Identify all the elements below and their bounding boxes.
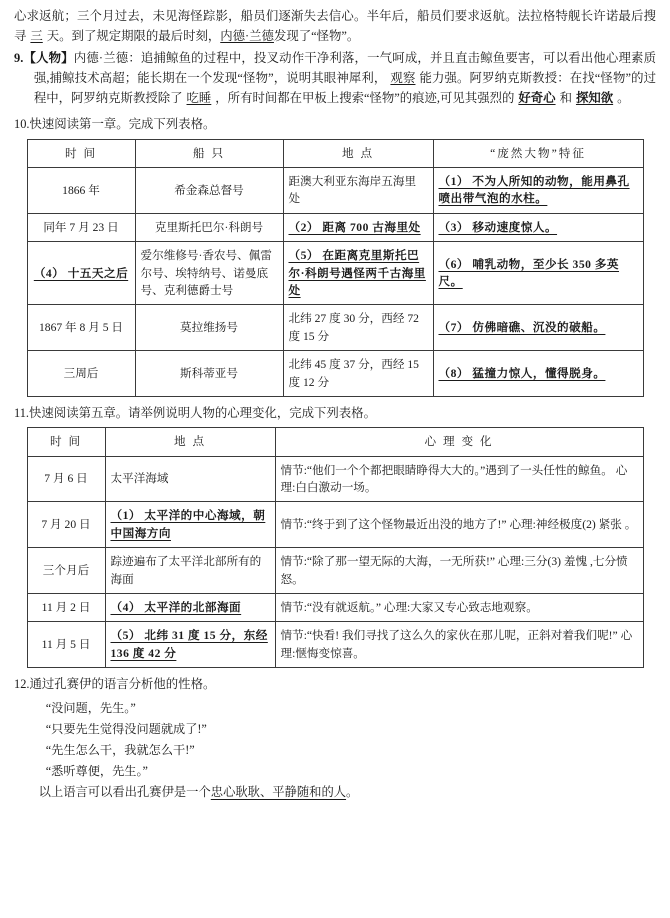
col-header-feature: “庞然大物”特征	[433, 139, 643, 167]
col-header-ship: 船 只	[135, 139, 283, 167]
question-12-conclusion	[14, 783, 656, 802]
question-11-prompt: 11.快速阅读第五章。请举例说明人物的心理变化，完成下列表格。	[14, 405, 376, 420]
cell-place: （5） 在距离克里斯托巴尔·科朗号遇怪两千古海里处	[283, 242, 433, 305]
intro-text-2: 许诺最后搜寻	[14, 9, 657, 44]
table-chapter5	[27, 427, 644, 668]
table-row	[27, 456, 643, 502]
quote-item: “先生怎么干，我就怎么干!”	[45, 742, 195, 757]
cell-psych: 情节:“除了那一望无际的大海，一无所获!” 心理:三分(3) 羞愧 ,七分愤怒。	[275, 548, 643, 594]
q9-text-1: 内德·兰德：追捕鲸鱼的过程中，投叉动作干净利落，一气呵成，并且直击鲸鱼要害，可以看出他心	[73, 51, 619, 66]
q9-fill-desire: 探知欲	[575, 91, 614, 106]
quote-list	[14, 698, 656, 781]
cell-ship: 希金森总督号	[135, 168, 283, 214]
intro-text-4: 发现了“怪物”。	[273, 29, 360, 44]
question-9-number: 9.	[14, 51, 24, 66]
cell-feature: （8） 猛撞力惊人，懂得脱身。	[433, 351, 643, 397]
table-header-row	[27, 428, 643, 456]
quote-item: “没问题，先生。”	[45, 701, 136, 716]
intro-paragraph	[14, 6, 656, 46]
blank-name: 内德·兰德	[220, 29, 274, 44]
table-chapter1	[27, 139, 644, 397]
conclusion-answer: 忠心耿耿、平静随和的人	[210, 785, 347, 800]
cell-time: （4） 十五天之后	[27, 242, 135, 305]
question-9	[14, 48, 656, 108]
table-row	[27, 305, 643, 351]
cell-feature: （7） 仿佛暗礁、沉没的破船。	[433, 305, 643, 351]
table-row	[27, 168, 643, 214]
cell-place: （4） 太平洋的北部海面	[105, 593, 275, 621]
table-row	[27, 548, 643, 594]
cell-time: 11 月 5 日	[27, 622, 105, 668]
cell-place: 北纬 45 度 37 分，西经 15 度 12 分	[283, 351, 433, 397]
conclusion-prefix: 以上语言可以看出孔赛伊是一个	[38, 785, 211, 800]
cell-psych: 情节:“终于到了这个怪物最近出没的地方了!” 心理:神经极度(2) 紧张 。	[275, 502, 643, 548]
table-row	[27, 242, 643, 305]
q9-text-2: 理素质强,捕鲸技术高超；能长期在一个发现“怪物”，说明其眼神犀利，	[33, 51, 656, 86]
cell-time: 1867 年 8 月 5 日	[27, 305, 135, 351]
cell-place: （1） 太平洋的中心海域，朝中国海方向	[105, 502, 275, 548]
table-header-row	[27, 139, 643, 167]
cell-time: 三个月后	[27, 548, 105, 594]
cell-ship: 爱尔维修号·香农号、佩雷尔号、埃特纳号、诺曼底号、克利德爵士号	[135, 242, 283, 305]
conclusion-suffix: 。	[346, 785, 359, 800]
q9-fill-curiosity: 好奇心	[518, 91, 556, 106]
col-header-time: 时 间	[27, 428, 105, 456]
cell-time: 同年 7 月 23 日	[27, 213, 135, 241]
col-header-psych: 心 理 变 化	[275, 428, 643, 456]
table-row	[27, 593, 643, 621]
cell-place: 北纬 27 度 30 分，西经 72 度 15 分	[283, 305, 433, 351]
q9-fill-observe: 观察	[390, 71, 416, 86]
cell-feature: （6） 哺乳动物，至少长 350 多英尺。	[433, 242, 643, 305]
cell-feature: （3） 移动速度惊人。	[433, 213, 643, 241]
cell-time: 三周后	[27, 351, 135, 397]
q9-text-5: ，所有时间都在甲板上搜索“怪物”的痕迹,可见其强烈的	[215, 91, 515, 106]
col-header-place: 地 点	[283, 139, 433, 167]
col-header-place: 地 点	[105, 428, 275, 456]
cell-ship: 莫拉维扬号	[135, 305, 283, 351]
cell-psych: 情节:“快看! 我们寻找了这么久的家伙在那儿呢，正斜对着我们呢!” 心理:惬悔变惊喜。	[275, 622, 643, 668]
cell-ship: 克里斯托巴尔·科朗号	[135, 213, 283, 241]
question-9-label: 【人物】	[23, 51, 74, 66]
q9-fill-eatsleep: 吃睡	[186, 91, 212, 106]
q9-text-4: 找“怪物”的过程中，阿罗纳克斯教授除了	[33, 71, 657, 106]
blank-days: 三	[30, 29, 43, 44]
cell-psych: 情节:“他们一个个都把眼睛睁得大大的。”遇到了一头任性的鲸鱼。 心理:白白激动一场。	[275, 456, 643, 502]
col-header-time: 时 间	[27, 139, 135, 167]
table-row	[27, 351, 643, 397]
question-10-prompt: 10.快速阅读第一章。完成下列表格。	[14, 117, 216, 132]
intro-text-3: 天。到了规定期限的最后时刻，	[46, 29, 221, 44]
cell-place: 距澳大利亚东海岸五海里处	[283, 168, 433, 214]
cell-place: （5） 北纬 31 度 15 分，东经 136 度 42 分	[105, 622, 275, 668]
q9-text-6: 和	[559, 91, 572, 106]
quote-item: “只要先生觉得没问题就成了!”	[45, 722, 207, 737]
cell-time: 7 月 6 日	[27, 456, 105, 502]
cell-place: 太平洋海域	[105, 456, 275, 502]
table-row	[27, 622, 643, 668]
cell-psych: 情节:“没有就返航。” 心理:大家又专心致志地观察。	[275, 593, 643, 621]
table-row	[27, 502, 643, 548]
cell-place: 踪迹遍布了太平洋北部所有的海面	[105, 548, 275, 594]
cell-time: 11 月 2 日	[27, 593, 105, 621]
intro-text-1: 心求返航；三个月过去，未见海怪踪影，船员们逐渐失去信心。半年后，船员们要求返航。法拉格特舰长	[14, 9, 594, 23]
cell-ship: 斯科蒂亚号	[135, 351, 283, 397]
table-row	[27, 213, 643, 241]
cell-place: （2） 距离 700 古海里处	[283, 213, 433, 241]
cell-time: 1866 年	[27, 168, 135, 214]
cell-feature: （1） 不为人所知的动物，能用鼻孔喷出带气泡的水柱。	[433, 168, 643, 214]
q9-text-7: 。	[617, 91, 630, 106]
question-12-prompt: 12.通过孔赛伊的语言分析他的性格。	[14, 677, 216, 692]
cell-time: 7 月 20 日	[27, 502, 105, 548]
q9-text-3: 能力强。阿罗纳克斯教授：在	[419, 71, 583, 86]
quote-item: “悉听尊便，先生。”	[45, 763, 148, 778]
